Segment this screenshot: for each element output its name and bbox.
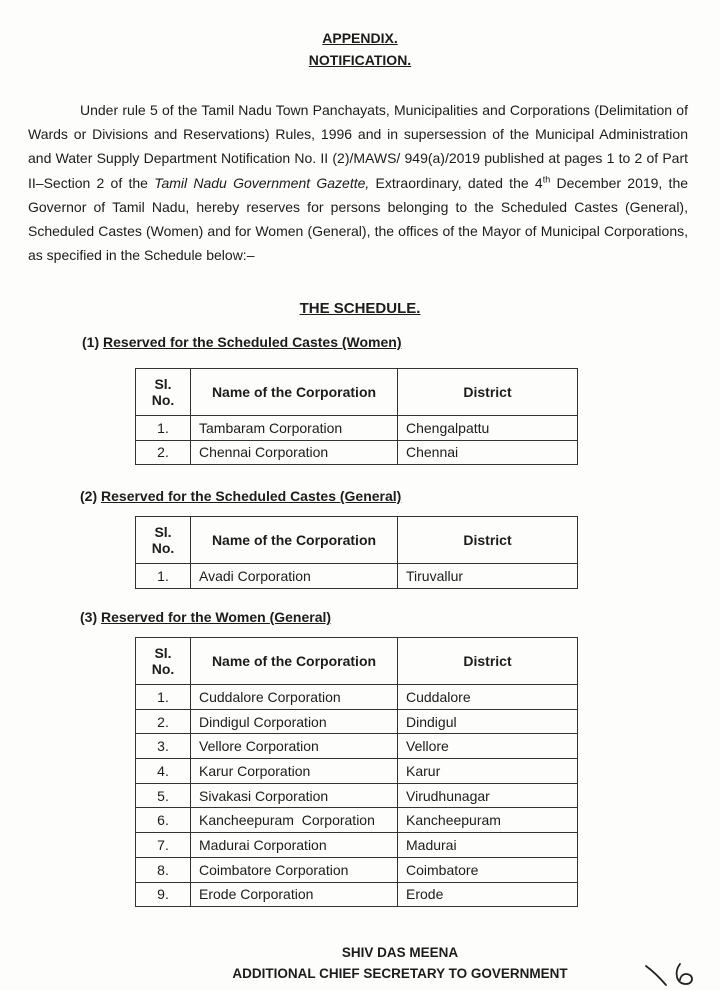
table-row <box>136 564 578 589</box>
district-cell: Erode <box>398 882 578 907</box>
schedule-table-2 <box>135 516 578 589</box>
section-heading-1 <box>82 334 402 350</box>
handwritten-mark-icon <box>640 958 710 988</box>
district-cell: Madurai <box>398 833 578 858</box>
district-cell: Tiruvallur <box>398 564 578 589</box>
district-cell: Karur <box>398 759 578 784</box>
district-cell: Cuddalore <box>398 685 578 710</box>
appendix-heading: APPENDIX. <box>322 30 398 46</box>
schedule-title: THE SCHEDULE. <box>299 300 421 317</box>
body-text-part3: December 2019, the Governor of Tamil Nadu, hereby reserves for persons belonging to the Scheduled Castes (General), Scheduled Castes (Women) and for Women (General), the offices of the Mayor of Municipal Corporations, as specified in the Schedule below:– <box>28 174 689 264</box>
corporation-name-cell: Chennai Corporation <box>191 440 398 465</box>
corporation-name-cell: Coimbatore Corporation <box>191 857 398 882</box>
table-header-row <box>136 517 578 564</box>
table-row <box>136 709 578 734</box>
notification-heading: NOTIFICATION. <box>308 52 412 68</box>
corporation-name-cell: Avadi Corporation <box>191 564 398 589</box>
sl-no-cell: 9. <box>136 882 191 907</box>
table-row <box>136 440 578 465</box>
sl-no-header: Sl. No. <box>136 369 191 416</box>
table-header-row <box>136 638 578 685</box>
corporation-name-cell: Kancheepuram Corporation <box>191 808 398 833</box>
corporation-name-cell: Vellore Corporation <box>191 734 398 759</box>
section-heading-3 <box>80 609 331 625</box>
table-row <box>136 759 578 784</box>
sl-no-cell: 4. <box>136 759 191 784</box>
corporation-name-cell: Sivakasi Corporation <box>191 783 398 808</box>
table-row <box>136 783 578 808</box>
sl-no-cell: 8. <box>136 857 191 882</box>
corporation-name-header: Name of the Corporation <box>191 638 398 685</box>
sl-no-cell: 1. <box>136 416 191 441</box>
district-cell: Chengalpattu <box>398 416 578 441</box>
table-row <box>136 685 578 710</box>
section-title: Reserved for the Women (General) <box>101 609 332 625</box>
corporation-name-header: Name of the Corporation <box>191 517 398 564</box>
sl-no-cell: 6. <box>136 808 191 833</box>
corporation-name-cell: Karur Corporation <box>191 759 398 784</box>
body-text-part2: Extraordinary, dated the 4 <box>375 174 543 191</box>
section-title: Reserved for the Scheduled Castes (Women) <box>103 334 402 350</box>
corporation-name-cell: Tambaram Corporation <box>191 416 398 441</box>
section-number: (3) <box>80 609 98 625</box>
section-number: (1) <box>82 334 100 350</box>
district-header: District <box>398 517 578 564</box>
district-cell: Chennai <box>398 440 578 465</box>
notification-body <box>28 98 688 267</box>
sl-no-header: Sl. No. <box>136 517 191 564</box>
district-cell: Vellore <box>398 734 578 759</box>
section-title: Reserved for the Scheduled Castes (General) <box>101 488 402 504</box>
table-row <box>136 857 578 882</box>
body-text-part1: Under rule 5 of the Tamil Nadu Town Panchayats, Municipalities and Corporations (Delimitation of Wards or Divisions and Reservations) Rules, 1996 and in supersession of the Municipal Administration and Water Supply Department Notification No. II (2)/MAWS/ 949(a)/2019 published at pages 1 to 2 of Part II–Section 2 of the <box>28 102 688 191</box>
corporation-name-cell: Madurai Corporation <box>191 833 398 858</box>
table-row <box>136 416 578 441</box>
table-row <box>136 882 578 907</box>
sl-no-cell: 1. <box>136 564 191 589</box>
table-header-row <box>136 369 578 416</box>
table-row <box>136 808 578 833</box>
gazette-name: Tamil Nadu Government Gazette, <box>154 174 370 191</box>
sl-no-cell: 3. <box>136 734 191 759</box>
section-heading-2 <box>80 488 401 504</box>
table-row <box>136 833 578 858</box>
district-header: District <box>398 369 578 416</box>
district-cell: Dindigul <box>398 709 578 734</box>
sl-no-cell: 1. <box>136 685 191 710</box>
signatory-title: ADDITIONAL CHIEF SECRETARY TO GOVERNMENT <box>232 966 568 981</box>
sl-no-cell: 5. <box>136 783 191 808</box>
schedule-table-1 <box>135 368 578 465</box>
district-header: District <box>398 638 578 685</box>
signatory-name: SHIV DAS MEENA <box>341 945 459 960</box>
district-cell: Kancheepuram <box>398 808 578 833</box>
corporation-name-cell: Cuddalore Corporation <box>191 685 398 710</box>
sl-no-header: Sl. No. <box>136 638 191 685</box>
corporation-name-cell: Erode Corporation <box>191 882 398 907</box>
date-suffix: th <box>542 173 551 184</box>
district-cell: Coimbatore <box>398 857 578 882</box>
corporation-name-cell: Dindigul Corporation <box>191 709 398 734</box>
schedule-table-3 <box>135 637 578 907</box>
sl-no-cell: 2. <box>136 440 191 465</box>
section-number: (2) <box>80 488 98 504</box>
corporation-name-header: Name of the Corporation <box>191 369 398 416</box>
table-row <box>136 734 578 759</box>
sl-no-cell: 7. <box>136 833 191 858</box>
district-cell: Virudhunagar <box>398 783 578 808</box>
sl-no-cell: 2. <box>136 709 191 734</box>
